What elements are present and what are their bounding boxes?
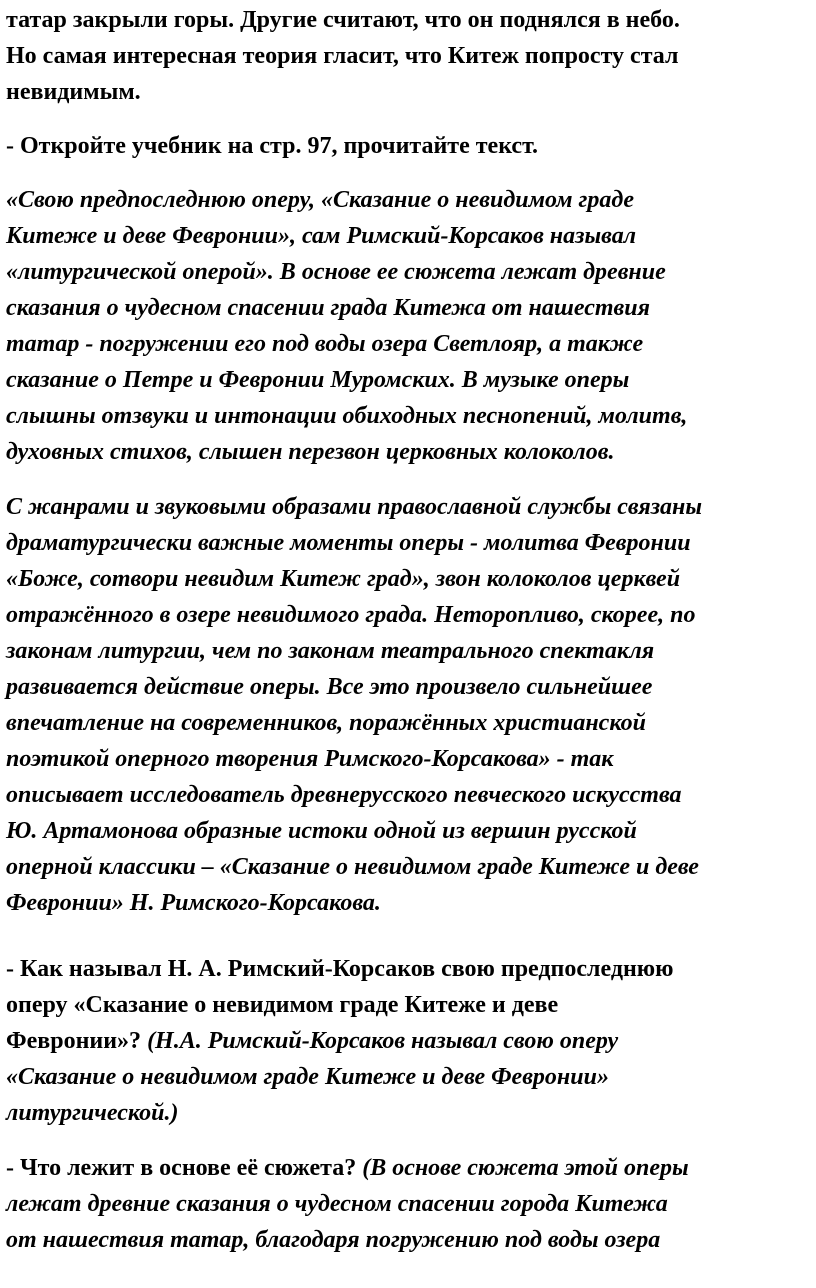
text-line: «Боже, сотвори невидим Китеж град», звон колоколов церквей [6,566,681,592]
paragraph-opera-quote [6,182,814,470]
text-line: описывает исследователь древнерусского певческого искусства [6,782,682,808]
answer-text: «Сказание о невидимом граде Китеже и деве Февронии» [6,1064,609,1090]
text-line: Но самая интересная теория гласит, что Китеж попросту стал [6,43,679,69]
text-line: татар - погружении его под воды озера Светлояр, а также [6,331,644,357]
text-line: впечатление на современников, поражённых христианской [6,710,646,736]
question-text: Февронии»? [6,1028,148,1054]
text-line: слышны отзвуки и интонации обиходных песнопений, молитв, [6,403,688,429]
text-line: Китеже и деве Февронии», сам Римский-Корсаков называл [6,223,637,249]
text-line: развивается действие оперы. Все это произвело сильнейшее [6,674,653,700]
text-line: Ю. Артамонова образные истоки одной из вершин русской [6,818,637,844]
text-line [6,1150,814,1186]
paragraph-orthodox-service [6,489,814,921]
text-line: татар закрыли горы. Другие считают, что он поднялся в небо. [6,7,680,33]
text-line: Февронии» Н. Римского-Корсакова. [6,890,381,916]
text-line: сказание о Петре и Февронии Муромских. В музыке оперы [6,367,630,393]
question-text: - Что лежит в основе её сюжета? [6,1155,363,1181]
paragraph-textbook-instruction [6,128,814,164]
text-line: - Откройте учебник на стр. 97, прочитайте текст. [6,133,539,159]
text-line: отражённого в озере невидимого града. Неторопливо, скорее, по [6,602,696,628]
text-line: невидимым. [6,79,141,105]
text-line: поэтикой оперного творения Римского-Корсакова» - так [6,746,614,772]
paragraph-question-plot [6,1150,814,1258]
answer-text: (Н.А. Римский-Корсаков называл свою оперу [147,1028,619,1054]
answer-text: (В основе сюжета этой оперы [362,1155,689,1181]
text-line: духовных стихов, слышен перезвон церковных колоколов. [6,439,615,465]
text-line [6,1023,814,1059]
paragraph-question-opera-name [6,951,814,1131]
text-line: - Как называл Н. А. Римский-Корсаков свою предпоследнюю [6,956,674,982]
text-line: «Свою предпоследнюю оперу, «Сказание о невидимом граде [6,187,634,213]
paragraph-kitezh-theories [6,2,814,110]
answer-text: от нашествия татар, благодаря погружению под воды озера [6,1227,661,1253]
answer-text: лежат древние сказания о чудесном спасении города Китежа [6,1191,668,1217]
text-line: оперу «Сказание о невидимом граде Китеже и деве [6,992,559,1018]
text-line: «литургической оперой». В основе ее сюжета лежат древние [6,259,666,285]
text-line: драматургически важные моменты оперы - молитва Февронии [6,530,691,556]
answer-text: литургической.) [6,1100,179,1126]
text-line: сказания о чудесном спасении града Китежа от нашествия [6,295,650,321]
text-line: оперной классики – «Сказание о невидимом граде Китеже и деве [6,854,699,880]
text-line: С жанрами и звуковыми образами православной службы связаны [6,494,703,520]
text-line: законам литургии, чем по законам театрального спектакля [6,638,655,664]
